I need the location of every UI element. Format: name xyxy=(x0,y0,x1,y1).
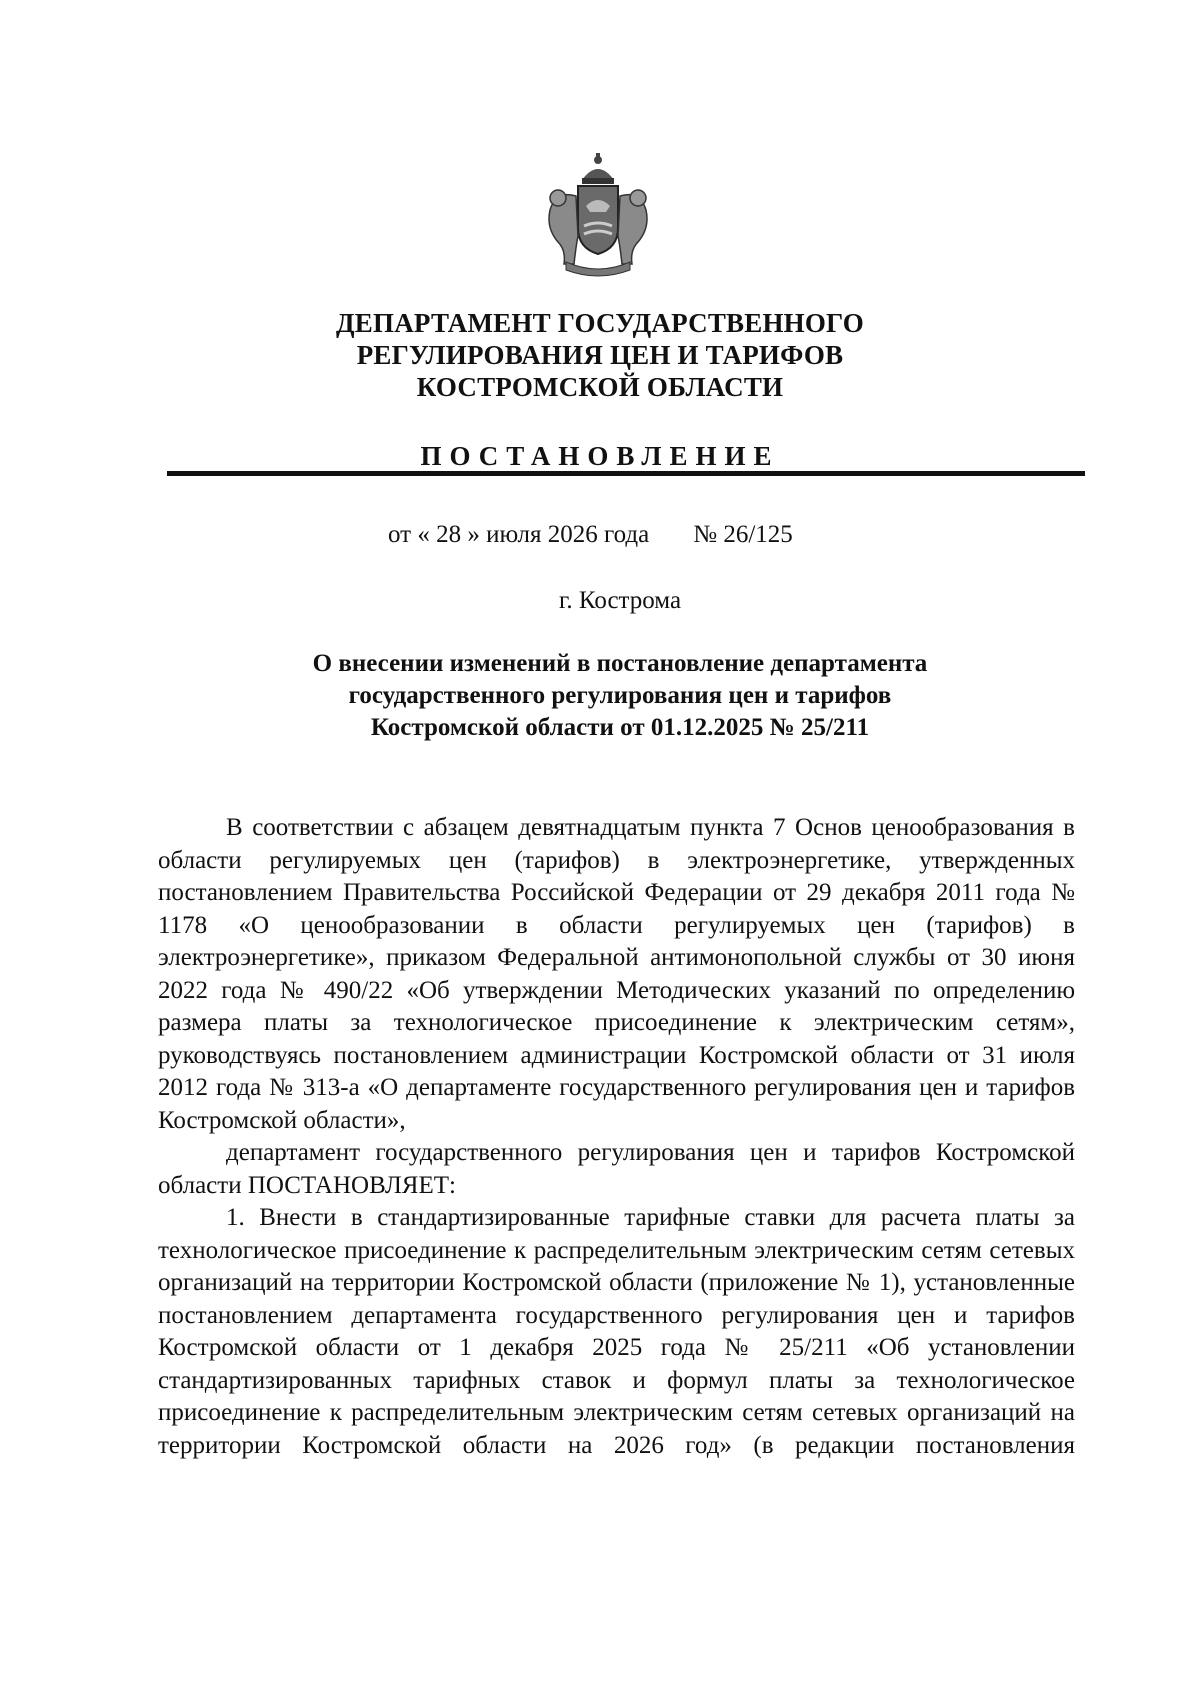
document-type: ПОСТАНОВЛЕНИЕ xyxy=(420,441,780,471)
document-date-number xyxy=(388,520,793,550)
subject-line: Костромской области от 01.12.2025 № 25/211 xyxy=(370,714,870,741)
org-line: РЕГУЛИРОВАНИЯ ЦЕН И ТАРИФОВ xyxy=(356,340,844,370)
org-line: ДЕПАРТАМЕНТ ГОСУДАРСТВЕННОГО xyxy=(336,308,864,338)
subject-line: государственного регулирования цен и тарифов xyxy=(348,682,892,709)
document-number: № 26/125 xyxy=(693,521,793,548)
organization-name xyxy=(0,307,1200,403)
body-paragraph: департамент государственного регулирования цен и тарифов Костромской области ПОСТАНОВЛЯЕТ: xyxy=(158,1139,1075,1199)
body-paragraph: В соответствии с абзацем девятнадцатым пункта 7 Основ ценообразования в области регулируемых цен (тарифов) в электроэнергетике, утвержденных постановлением Правительства Российской Федерации от 29 декабря 2011 года № 1178 «О ценообразовании в области регулируемых цен (тарифов) в электроэнергетике», приказом Федеральной антимонопольной службы от 30 июня 2022 года № 490/22 «Об утверждении Методических указаний по определению размера платы за технологическое присоединение к электрическим сетям», руководствуясь постановлением администрации Костромской области от 31 июля 2012 года № 313-а «О департаменте государственного регулирования цен и тарифов Костромской области», xyxy=(158,814,1075,1134)
header-divider xyxy=(167,471,1085,476)
document-subject xyxy=(0,648,1200,744)
document-city: г. Кострома xyxy=(558,587,682,614)
document-body xyxy=(158,812,1075,1462)
subject-line: О внесении изменений в постановление департамента xyxy=(312,650,928,677)
body-paragraph: 1. Внести в стандартизированные тарифные ставки для расчета платы за технологическое присоединение к распределительным электрическим сетям сетевых организаций на территории Костромской области (приложение № 1), установленные постановлением департамента государственного регулирования цен и тарифов Костромской области от 1 декабря 2025 года № 25/211 «Об установлении стандартизированных тарифных ставок и формул платы за технологическое присоединение к распределительным электрическим сетям сетевых организаций на территории Костромской области на 2026 год» (в редакции постановления xyxy=(158,1204,1075,1459)
org-line: КОСТРОМСКОЙ ОБЛАСТИ xyxy=(416,372,784,402)
document-date: от « 28 » июля 2026 года xyxy=(388,521,650,548)
kostroma-coat-of-arms-icon xyxy=(538,150,658,280)
